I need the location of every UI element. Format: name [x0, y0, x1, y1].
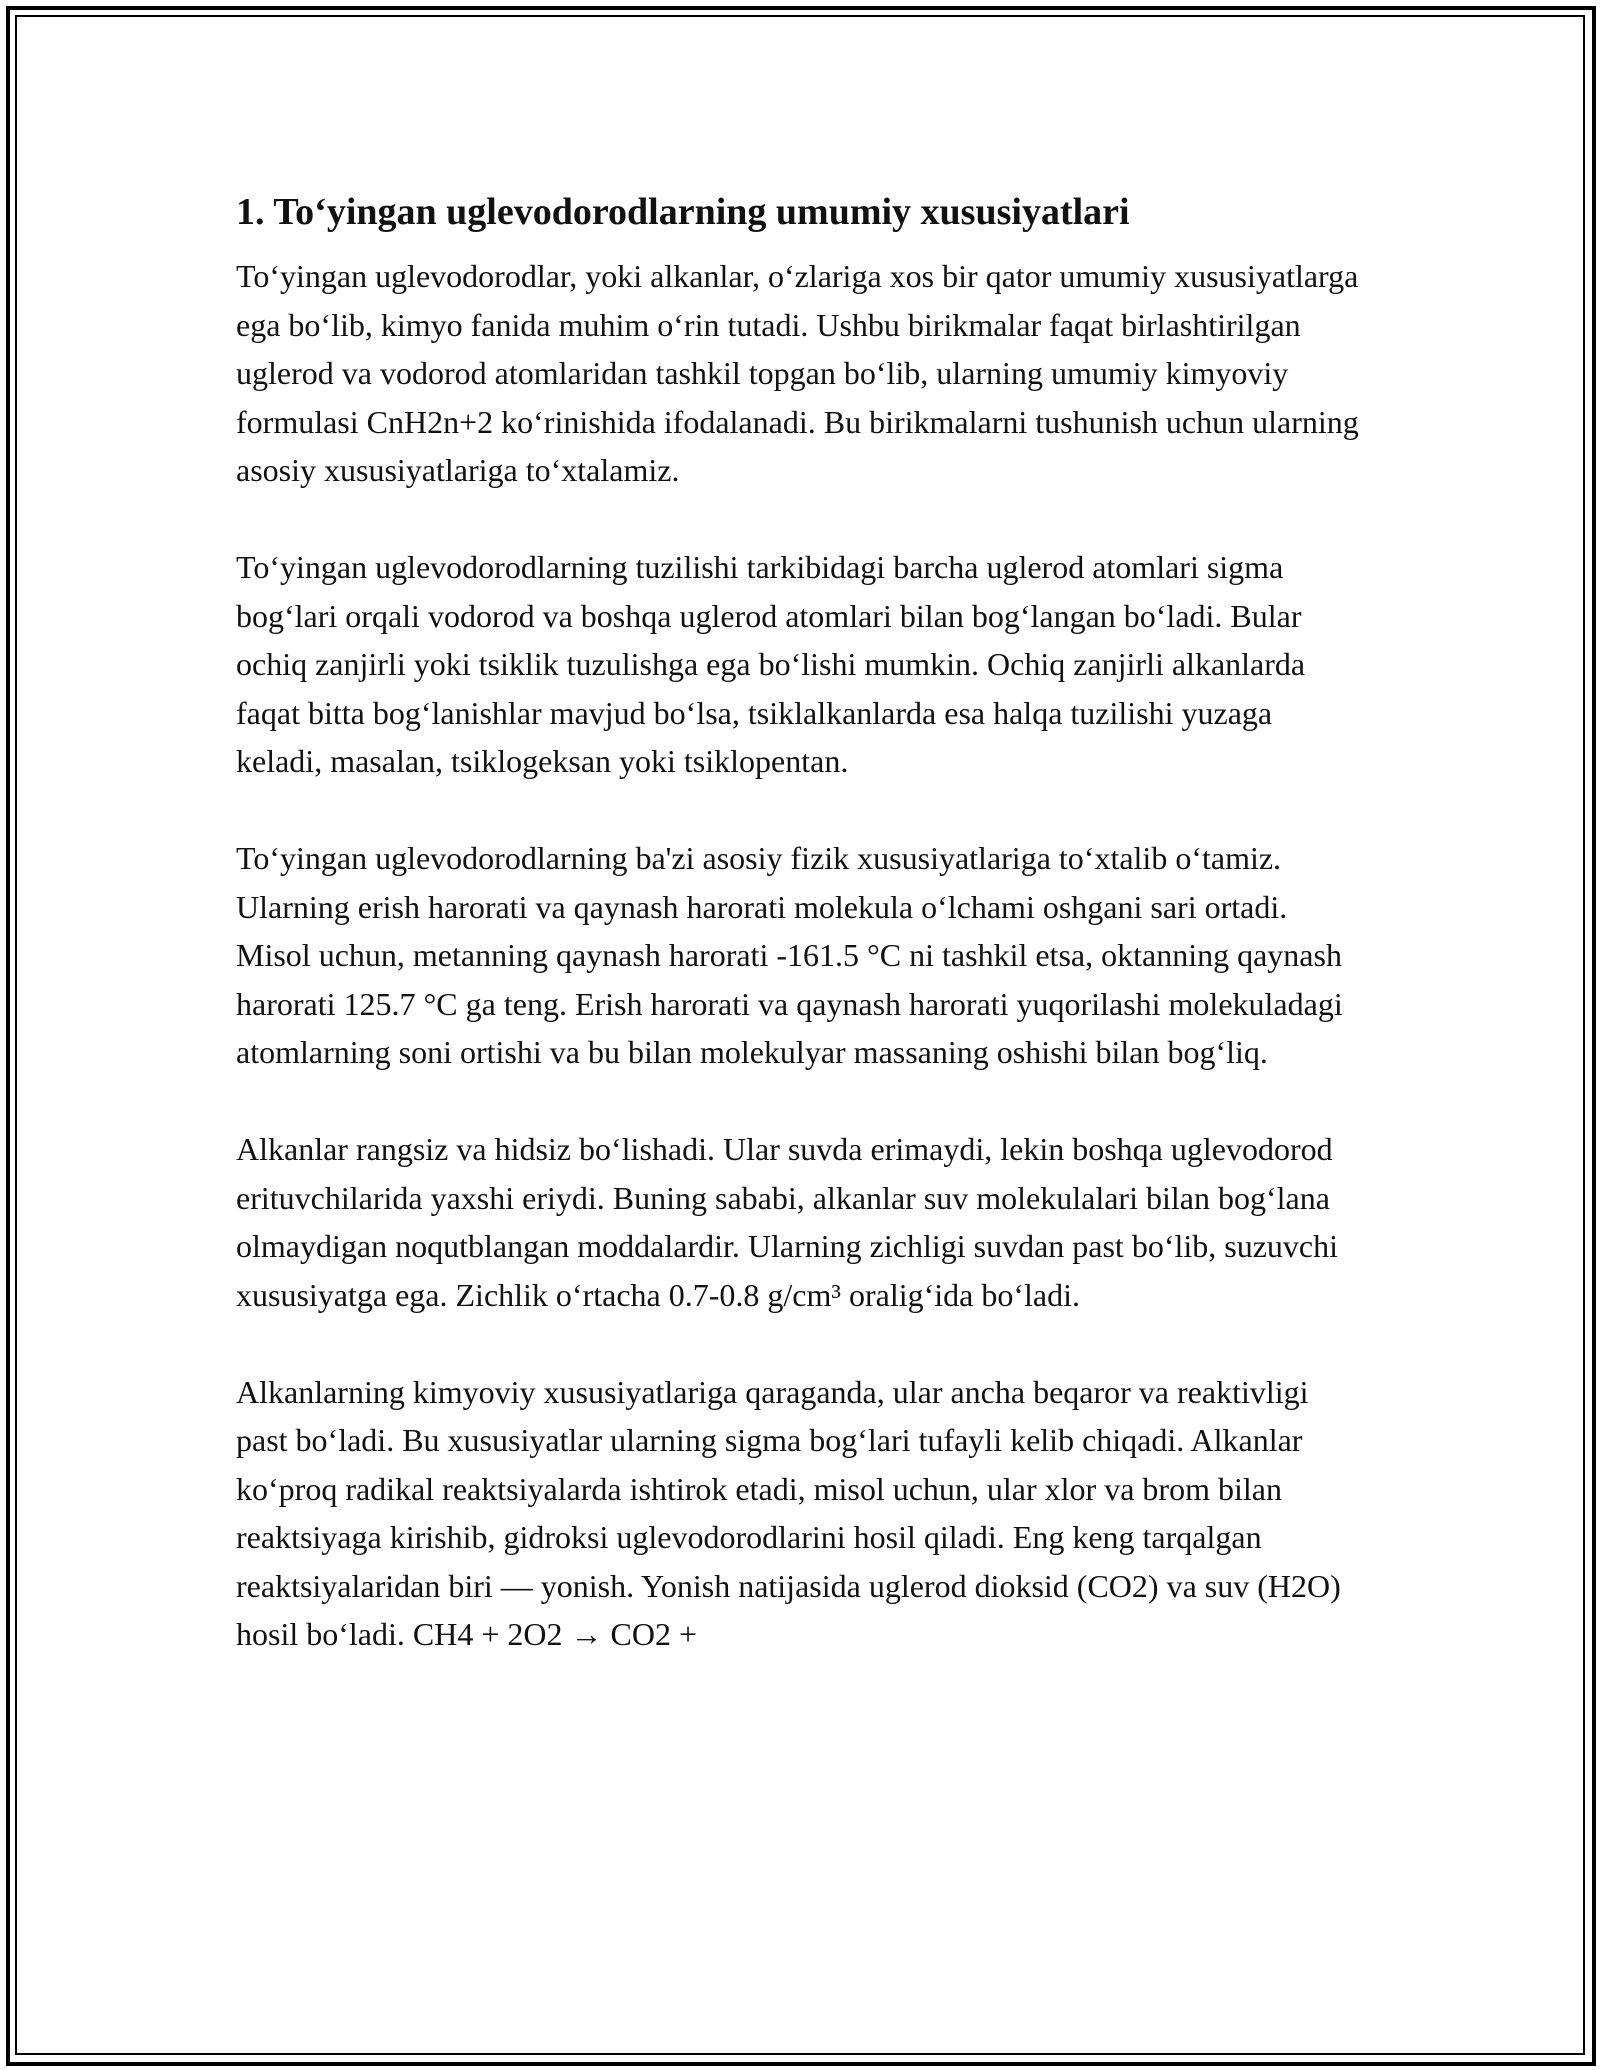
paragraph-solubility-density: Alkanlar rangsiz va hidsiz bo‘lishadi. Ular suvda erimaydi, lekin boshqa uglevodorod erituvchilarida yaxshi eriydi. Buning sababi, alkanlar suv molekulalari bilan bog‘lana olmaydigan noqutblangan moddalardir. Ularning zichligi suvdan past bo‘lib, suzuvchi xususiyatga ega. Zichlik o‘rtacha 0.7-0.8 g/cm³ oralig‘ida bo‘ladi.	[236, 1131, 1338, 1313]
paragraph-intro: To‘yingan uglevodorodlar, yoki alkanlar, o‘zlariga xos bir qator umumiy xususiyatlarga ega bo‘lib, kimyo fanida muhim o‘rin tutadi. Ushbu birikmalar faqat birlashtirilgan uglerod va vodorod atomlaridan tashkil topgan bo‘lib, ularning umumiy kimyoviy formulasi CnH2n+2 ko‘rinishida ifodalanadi. Bu birikmalarni tushunish uchun ularning asosiy xususiyatlariga to‘xtalamiz.	[236, 258, 1359, 488]
paragraph-structure: To‘yingan uglevodorodlarning tuzilishi tarkibidagi barcha uglerod atomlari sigma bog‘lari orqali vodorod va boshqa uglerod atomlari bilan bog‘langan bo‘ladi. Bular ochiq zanjirli yoki tsiklik tuzulishga ega bo‘lishi mumkin. Ochiq zanjirli alkanlarda faqat bitta bog‘lanishlar mavjud bo‘lsa, tsiklalkanlarda esa halqa tuzilishi yuzaga keladi, masalan, tsiklogeksan yoki tsiklopentan.	[236, 549, 1306, 779]
paragraph-physical-properties: To‘yingan uglevodorodlarning ba'zi asosiy fizik xususiyatlariga to‘xtalib o‘tamiz. Ularning erish harorati va qaynash harorati molekula o‘lchami oshgani sari ortadi. Misol uchun, metanning qaynash harorati -161.5 °C ni tashkil etsa, oktanning qaynash harorati 125.7 °C ga teng. Erish harorati va qaynash harorati yuqorilashi molekuladagi atomlarning soni ortishi va bu bilan molekulyar massaning oshishi bilan bog‘liq.	[236, 840, 1343, 1070]
document-body	[236, 186, 1366, 1707]
paragraph-chemical-properties: Alkanlarning kimyoviy xususiyatlariga qaraganda, ular ancha beqaror va reaktivligi past bo‘ladi. Bu xususiyatlar ularning sigma bog‘lari tufayli kelib chiqadi. Alkanlar ko‘proq radikal reaktsiyalarda ishtirok etadi, misol uchun, ular xlor va brom bilan reaktsiyaga kirishib, gidroksi uglevodorodlarini hosil qiladi. Eng keng tarqalgan reaktsiyalaridan biri — yonish. Yonish natijasida uglerod dioksid (CO2) va suv (H2O) hosil bo‘ladi. CH4 + 2O2 → CO2 +	[236, 1373, 1341, 1652]
section-heading: 1. To‘yingan uglevodorodlarning umumiy xususiyatlari	[236, 191, 1130, 233]
